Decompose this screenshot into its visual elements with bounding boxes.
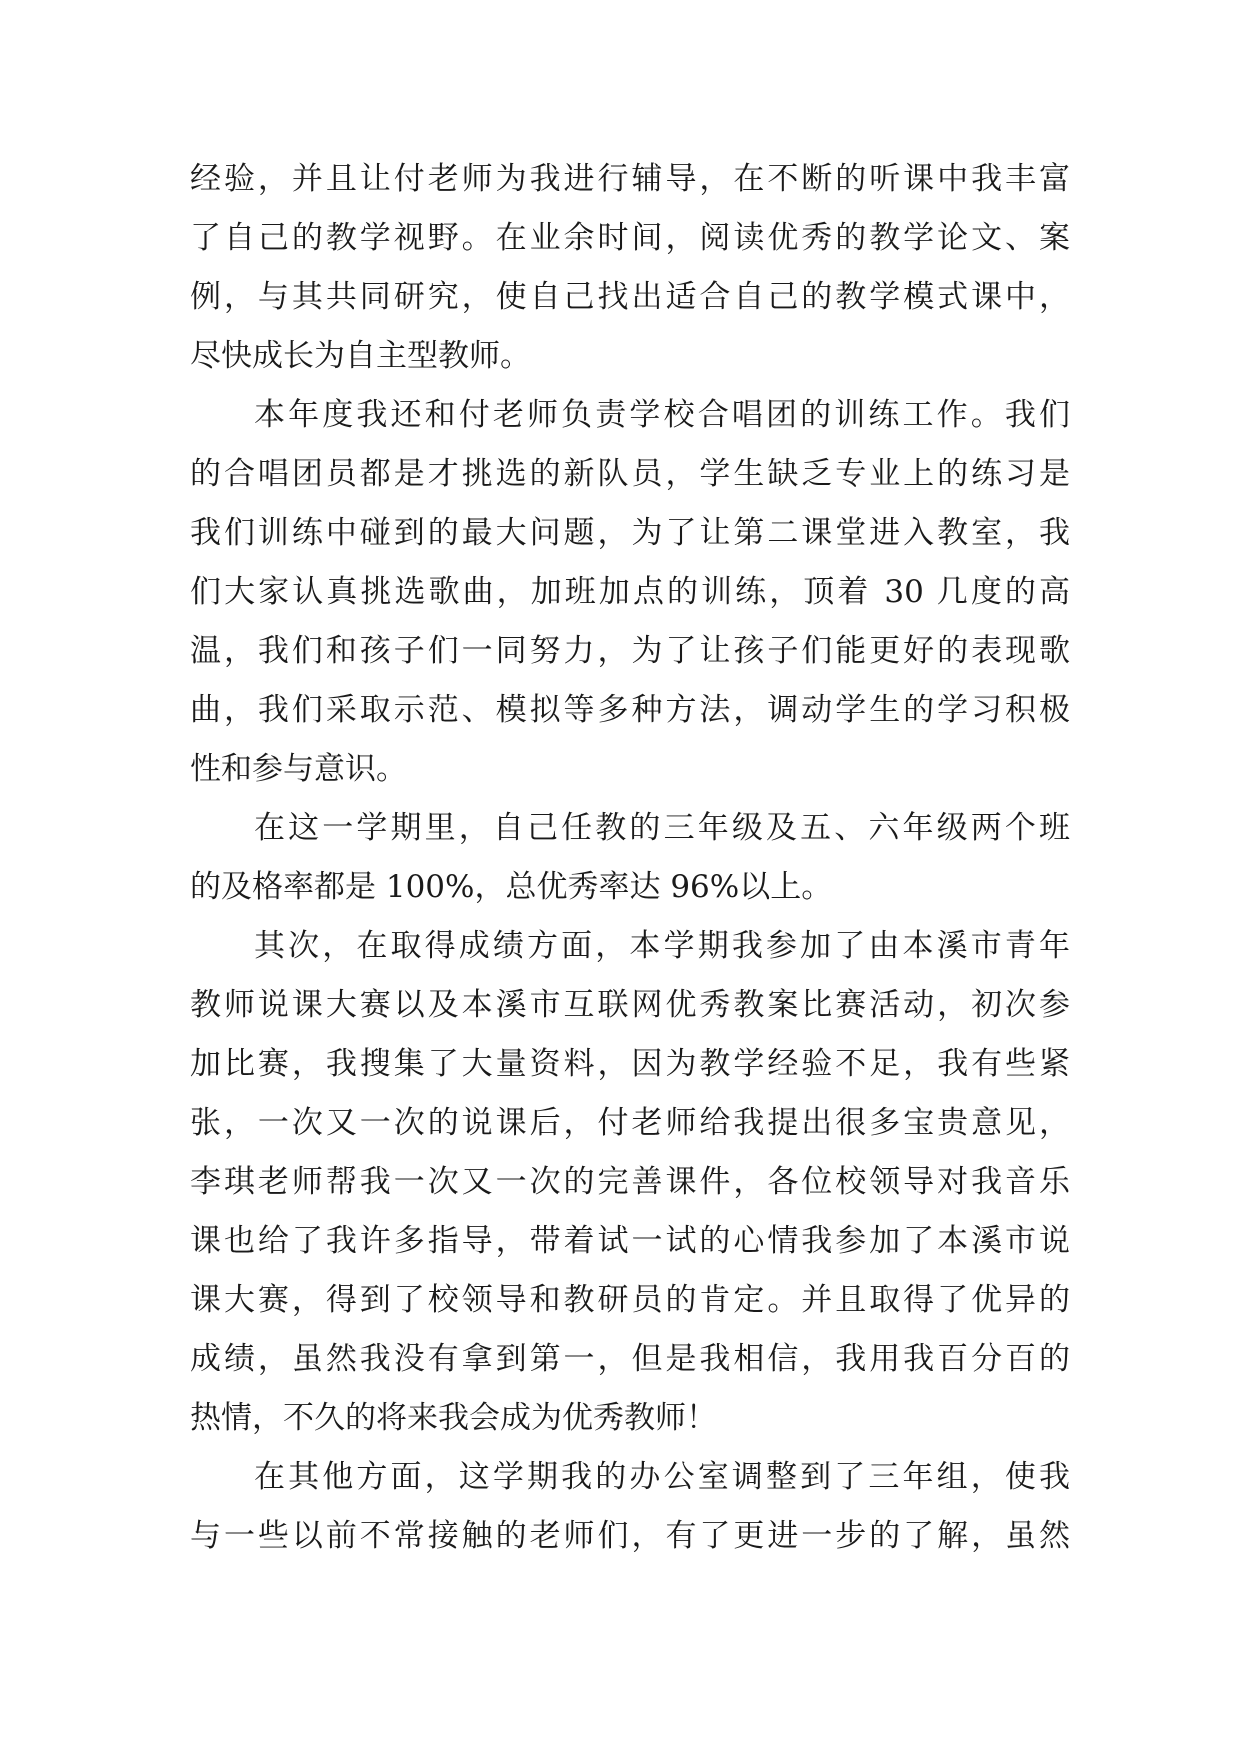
paragraph — [190, 799, 1070, 917]
text-line: 其次，在取得成绩方面，本学期我参加了由本溪市青年 — [254, 928, 1070, 964]
text-line: 课也给了我许多指导，带着试一试的心情我参加了本溪市说 — [190, 1223, 1070, 1259]
text-line: 了自己的教学视野。在业余时间，阅读优秀的教学论文、案 — [190, 220, 1070, 256]
text-line: 张，一次又一次的说课后，付老师给我提出很多宝贵意见， — [190, 1105, 1070, 1141]
text-line: 曲，我们采取示范、模拟等多种方法，调动学生的学习积极 — [190, 692, 1070, 728]
text-line: 尽快成长为自主型教师。 — [190, 338, 531, 374]
text-line: 与一些以前不常接触的老师们，有了更进一步的了解，虽然 — [190, 1518, 1070, 1554]
text-line: 们大家认真挑选歌曲，加班加点的训练，顶着 30 几度的高 — [190, 574, 1070, 610]
text-line: 李琪老师帮我一次又一次的完善课件，各位校领导对我音乐 — [190, 1164, 1070, 1200]
text-line: 热情，不久的将来我会成为优秀教师！ — [190, 1400, 717, 1436]
text-line: 的及格率都是 100%，总优秀率达 96%以上。 — [190, 869, 833, 905]
paragraph — [190, 150, 1070, 386]
text-line: 本年度我还和付老师负责学校合唱团的训练工作。我们 — [254, 397, 1070, 433]
text-line: 经验，并且让付老师为我进行辅导，在不断的听课中我丰富 — [190, 161, 1070, 197]
paragraph — [190, 917, 1070, 1448]
text-line: 温，我们和孩子们一同努力，为了让孩子们能更好的表现歌 — [190, 633, 1070, 669]
text-line: 在其他方面，这学期我的办公室调整到了三年组，使我 — [254, 1459, 1070, 1495]
text-line: 在这一学期里，自己任教的三年级及五、六年级两个班 — [254, 810, 1070, 846]
text-line: 性和参与意识。 — [190, 751, 407, 787]
paragraph — [190, 386, 1070, 799]
text-line: 的合唱团员都是才挑选的新队员，学生缺乏专业上的练习是 — [190, 456, 1070, 492]
text-line: 例，与其共同研究，使自己找出适合自己的教学模式课中， — [190, 279, 1070, 315]
document-body — [190, 150, 1070, 1566]
text-line: 我们训练中碰到的最大问题，为了让第二课堂进入教室，我 — [190, 515, 1070, 551]
text-line: 加比赛，我搜集了大量资料，因为教学经验不足，我有些紧 — [190, 1046, 1070, 1082]
text-line: 教师说课大赛以及本溪市互联网优秀教案比赛活动，初次参 — [190, 987, 1070, 1023]
paragraph — [190, 1448, 1070, 1566]
text-line: 成绩，虽然我没有拿到第一，但是我相信，我用我百分百的 — [190, 1341, 1070, 1377]
text-line: 课大赛，得到了校领导和教研员的肯定。并且取得了优异的 — [190, 1282, 1070, 1318]
